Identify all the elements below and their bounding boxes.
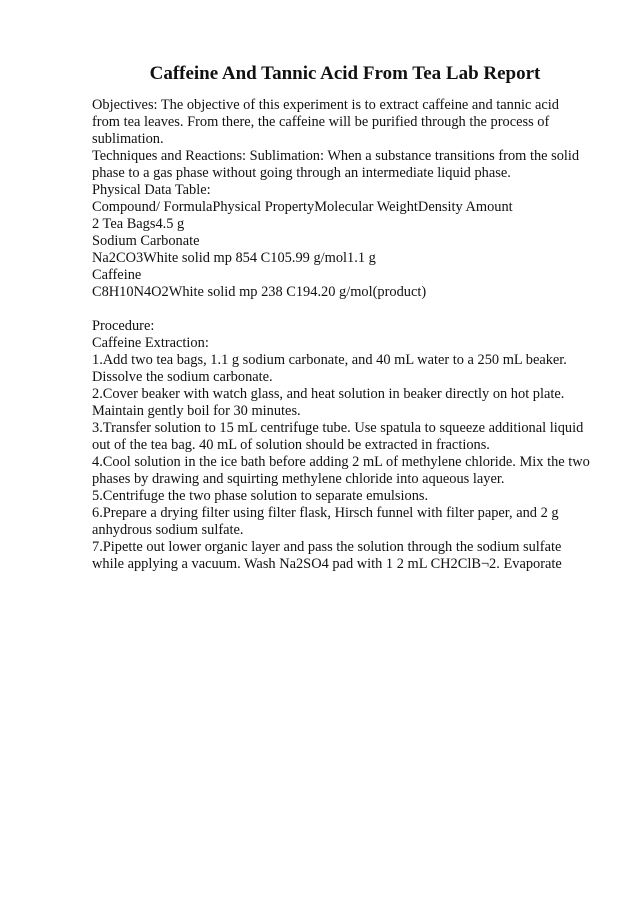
text-line: Objectives: The objective of this experiment is to extract caffeine and tannic acid <box>92 97 559 113</box>
text-line: Dissolve the sodium carbonate. <box>92 369 273 385</box>
text-line: C8H10N4O2White solid mp 238 C194.20 g/mol(product) <box>92 284 427 300</box>
text-line: Caffeine <box>92 267 142 283</box>
text-line: 7.Pipette out lower organic layer and pass the solution through the sodium sulfate <box>92 539 562 555</box>
text-line: Na2CO3White solid mp 854 C105.99 g/mol1.1 g <box>92 250 376 266</box>
document-title: Caffeine And Tannic Acid From Tea Lab Report <box>149 63 541 84</box>
text-line: 1.Add two tea bags, 1.1 g sodium carbonate, and 40 mL water to a 250 mL beaker. <box>92 352 567 368</box>
text-line: Compound/ FormulaPhysical PropertyMolecular WeightDensity Amount <box>92 199 513 215</box>
text-line: Procedure: <box>92 318 155 334</box>
text-line: anhydrous sodium sulfate. <box>92 522 244 538</box>
text-line: 2.Cover beaker with watch glass, and heat solution in beaker directly on hot plate. <box>92 386 565 402</box>
text-line: out of the tea bag. 40 mL of solution should be extracted in fractions. <box>92 437 490 453</box>
text-line: 2 Tea Bags4.5 g <box>92 216 185 232</box>
text-line: 6.Prepare a drying filter using filter flask, Hirsch funnel with filter paper, and 2 g <box>92 505 559 521</box>
text-line: Maintain gently boil for 30 minutes. <box>92 403 301 419</box>
text-line: phase to a gas phase without going through an intermediate liquid phase. <box>92 165 511 181</box>
text-line: 5.Centrifuge the two phase solution to separate emulsions. <box>92 488 429 504</box>
text-line: Physical Data Table: <box>92 182 211 198</box>
text-line: Techniques and Reactions: Sublimation: When a substance transitions from the solid <box>92 148 580 164</box>
text-line: 4.Cool solution in the ice bath before adding 2 mL of methylene chloride. Mix the two <box>92 454 590 470</box>
text-line: from tea leaves. From there, the caffeine will be purified through the process of <box>92 114 550 130</box>
document-body <box>92 97 612 573</box>
text-line: 3.Transfer solution to 15 mL centrifuge tube. Use spatula to squeeze additional liquid <box>92 420 584 436</box>
text-line: sublimation. <box>92 131 164 147</box>
blank-line <box>92 301 612 318</box>
text-line: Caffeine Extraction: <box>92 335 209 351</box>
text-line: phases by drawing and squirting methylene chloride into aqueous layer. <box>92 471 505 487</box>
text-line: Sodium Carbonate <box>92 233 200 249</box>
text-line: while applying a vacuum. Wash Na2SO4 pad with 1 2 mL CH2ClB¬2. Evaporate <box>92 556 562 572</box>
